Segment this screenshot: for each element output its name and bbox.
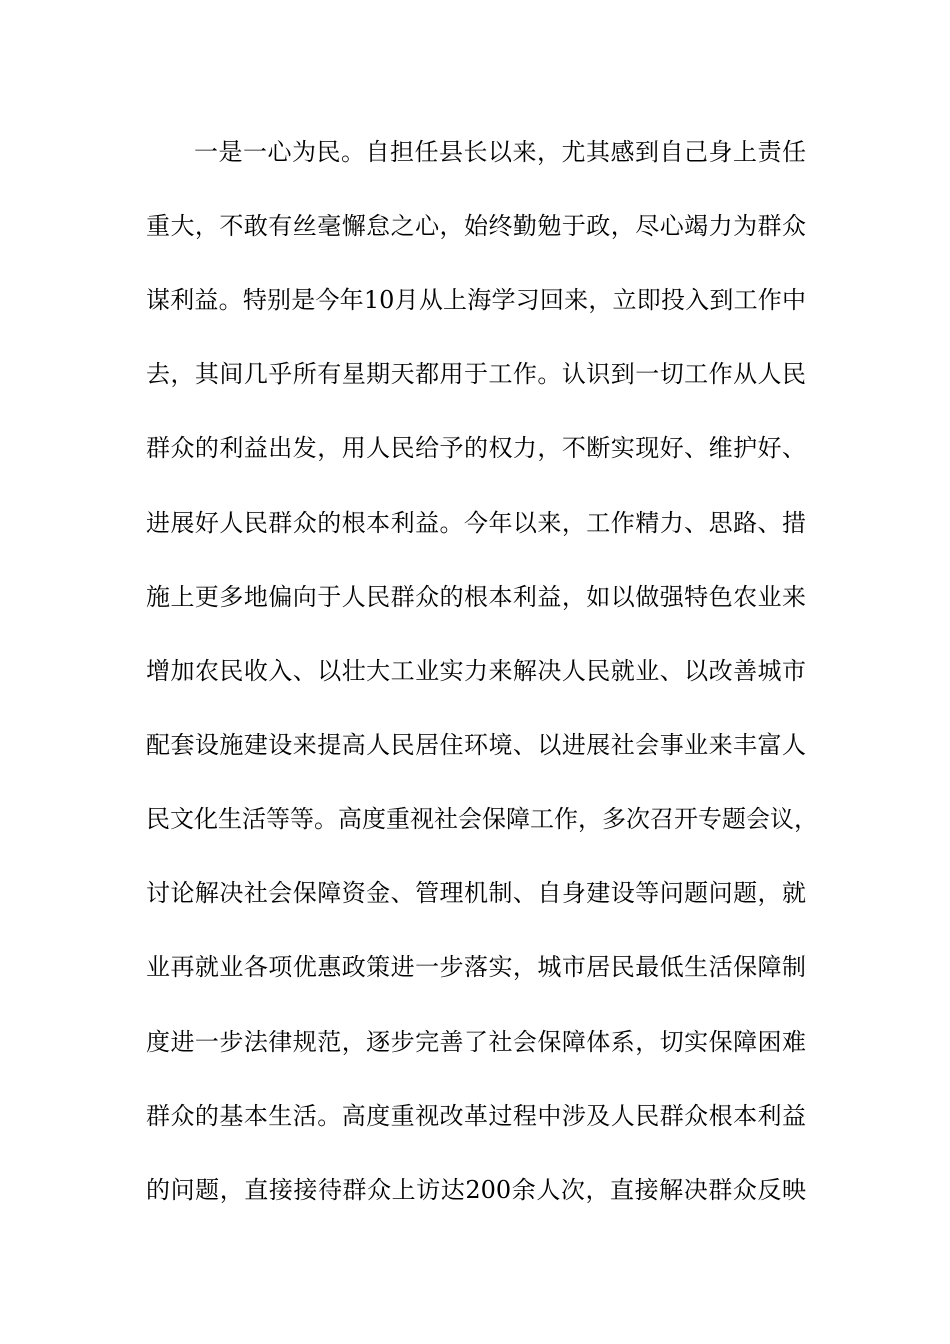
paragraph-line: 业再就业各项优惠政策进一步落实，城市居民最低生活保障制 <box>146 953 806 981</box>
paragraph-line: 一是一心为民。自担任县长以来，尤其感到自己身上责任 <box>194 138 806 166</box>
paragraph-line: 群众的基本生活。高度重视改革过程中涉及人民群众根本利益 <box>146 1102 806 1130</box>
paragraph-line: 讨论解决社会保障资金、管理机制、自身建设等问题问题，就 <box>146 879 806 907</box>
paragraph-line: 去，其间几乎所有星期天都用于工作。认识到一切工作从人民 <box>146 360 806 388</box>
paragraph-line: 重大，不敢有丝毫懈怠之心，始终勤勉于政，尽心竭力为群众 <box>146 212 806 240</box>
paragraph-line: 的问题，直接接待群众上访达200余人次，直接解决群众反映 <box>146 1176 806 1204</box>
paragraph-line: 施上更多地偏向于人民群众的根本利益，如以做强特色农业来 <box>146 583 806 611</box>
paragraph-line: 度进一步法律规范，逐步完善了社会保障体系，切实保障困难 <box>146 1028 806 1056</box>
paragraph-line: 增加农民收入、以壮大工业实力来解决人民就业、以改善城市 <box>146 657 806 685</box>
paragraph-line: 配套设施建设来提高人民居住环境、以进展社会事业来丰富人 <box>146 731 806 759</box>
paragraph-line: 群众的利益出发，用人民给予的权力，不断实现好、维护好、 <box>146 434 806 462</box>
paragraph-line: 民文化生活等等。高度重视社会保障工作，多次召开专题会议， <box>146 805 818 833</box>
paragraph-line: 谋利益。特别是今年10月从上海学习回来，立即投入到工作中 <box>146 286 806 314</box>
paragraph-line: 进展好人民群众的根本利益。今年以来，工作精力、思路、措 <box>146 509 806 537</box>
